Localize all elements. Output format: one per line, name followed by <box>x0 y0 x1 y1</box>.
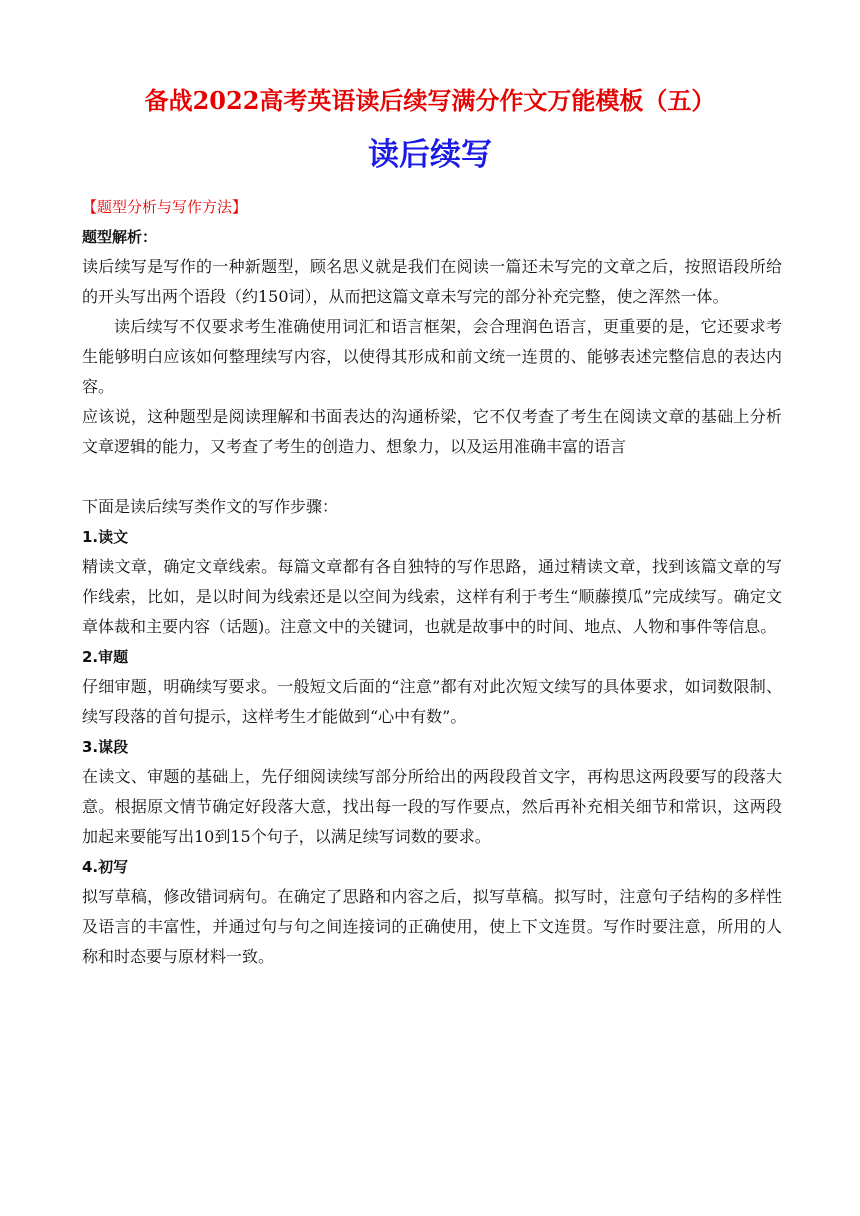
analysis-paragraph-1: 读后续写是写作的一种新题型，顾名思义就是我们在阅读一篇还未写完的文章之后，按照语段所给的开头写出两个语段（约150词），从而把这篇文章未写完的部分补充完整，使之浑然一体。 <box>82 257 782 306</box>
analysis-paragraph-2: 读后续写不仅要求考生准确使用词汇和语言框架，会合理润色语言，更重要的是，它还要求考生能够明白应该如何整理续写内容，以使得其形成和前文统一连贯的、能够表述完整信息的表达内容。 <box>82 317 782 396</box>
step-heading: 4.初写 <box>82 858 129 876</box>
step-heading: 3.谋段 <box>82 738 129 756</box>
sub-title: 读后续写 <box>368 137 492 173</box>
section-tag: 【题型分析与写作方法】 <box>82 198 248 216</box>
step-heading: 2.审题 <box>82 648 129 666</box>
step-text: 仔细审题，明确续写要求。一般短文后面的“注意”都有对此次短文续写的具体要求，如词数限制、续写段落的首句提示，这样考生才能做到“心中有数”。 <box>82 677 782 726</box>
analysis-heading: 题型解析： <box>82 228 158 246</box>
spacer <box>82 462 782 492</box>
step-text: 在读文、审题的基础上，先仔细阅读续写部分所给出的两段段首文字，再构思这两段要写的段落大意。根据原文情节确定好段落大意，找出每一段的写作要点，然后再补充相关细节和常识，这两段加起来要能写出10到15个句子，以满足续写词数的要求。 <box>82 767 782 846</box>
main-title: 备战2022高考英语读后续写满分作文万能模板（五） <box>144 86 716 115</box>
document-body <box>82 192 782 972</box>
steps-intro: 下面是读后续写类作文的写作步骤： <box>82 497 339 516</box>
step-text: 拟写草稿，修改错词病句。在确定了思路和内容之后，拟写草稿。拟写时，注意句子结构的多样性及语言的丰富性，并通过句与句之间连接词的正确使用，使上下文连贯。写作时要注意，所用的人称和时态要与原材料一致。 <box>82 887 782 966</box>
step-heading: 1.读文 <box>82 528 129 546</box>
step-text: 精读文章，确定文章线索。每篇文章都有各自独特的写作思路，通过精读文章，找到该篇文章的写作线索，比如，是以时间为线索还是以空间为线索，这样有利于考生“顺藤摸瓜”完成续写。确定文章体裁和主要内容（话题)。注意文中的关键词，也就是故事中的时间、地点、人物和事件等信息。 <box>82 557 782 636</box>
analysis-paragraph-3: 应该说，这种题型是阅读理解和书面表达的沟通桥梁，它不仅考查了考生在阅读文章的基础上分析文章逻辑的能力，又考查了考生的创造力、想象力，以及运用准确丰富的语言 <box>82 407 782 456</box>
